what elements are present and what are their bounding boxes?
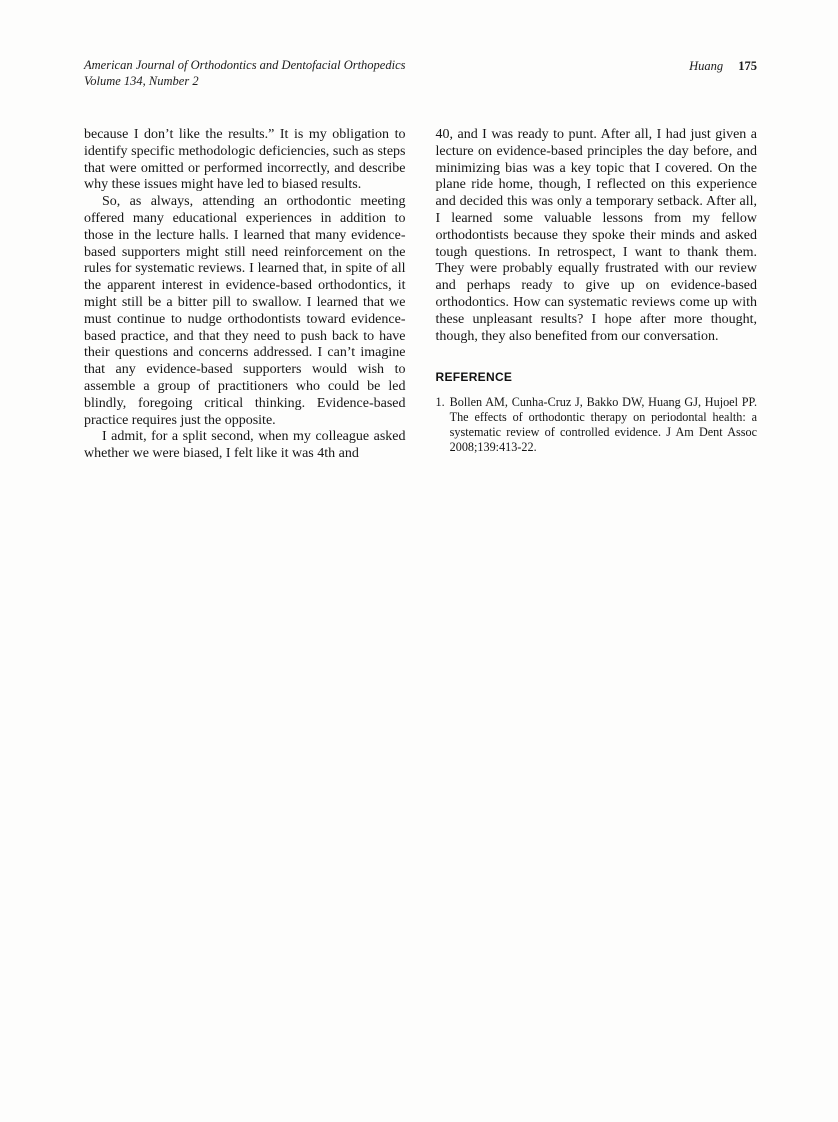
body-paragraph: So, as always, attending an orthodontic meeting offered many educational experiences in addition to those in the lecture halls. I learned that many evidence-based supporters might still need reinforcement on the rules for systematic reviews. I learned that, in spite of all the apparent interest in evidence-based orthodontics, it might still be a bitter pill to swallow. I learned that we must continue to nudge orthodontists toward evidence-based practice, and that they need to push back to have their questions and concerns addressed. I can’t imagine that any evidence-based supporters would wish to assemble a group of practitioners who could be led blindly, foregoing critical thinking. Evidence-based practice requires just the opposite. — [84, 194, 406, 428]
author-name: Huang — [689, 59, 724, 73]
running-header — [84, 58, 757, 89]
article-body — [84, 127, 757, 463]
journal-title: American Journal of Orthodontics and Dentofacial Orthopedics — [84, 58, 406, 72]
body-paragraph: I admit, for a split second, when my colleague asked whether we were biased, I felt like it was 4th and — [84, 429, 406, 462]
page-number: 175 — [738, 59, 757, 73]
running-head-right — [689, 58, 757, 75]
body-paragraph: 40, and I was ready to punt. After all, I had just given a lecture on evidence-based principles the day before, and minimizing bias was a key topic that I covered. On the plane ride home, though, I reflected on this experience and decided this was only a temporary setback. After all, I learned some valuable lessons from my fellow orthodontists because they spoke their minds and asked tough questions. In retrospect, I want to thank them. They were probably equally frustrated with our review and perhaps ready to give up on evidence-based orthodontics. How can systematic reviews come up with these unpleasant results? I hope after more thought, though, they also benefited from our conversation. — [435, 127, 757, 344]
journal-info — [84, 58, 406, 89]
journal-volume-issue: Volume 134, Number 2 — [84, 73, 199, 88]
right-column — [436, 127, 758, 463]
body-paragraph: because I don’t like the results.” It is my obligation to identify specific methodologic deficiencies, such as steps that were omitted or performed incorrectly, and describe why these issues might have led to biased results. — [84, 127, 406, 193]
reference-item — [436, 395, 758, 454]
reference-heading: REFERENCE — [435, 370, 513, 385]
reference-text: Bollen AM, Cunha-Cruz J, Bakko DW, Huang GJ, Hujoel PP. The effects of orthodontic therapy on periodontal health: a systematic review of controlled evidence. J Am Dent Assoc 2008;139:413-22. — [449, 395, 757, 454]
reference-number: 1. — [435, 395, 445, 410]
left-column — [84, 127, 406, 463]
